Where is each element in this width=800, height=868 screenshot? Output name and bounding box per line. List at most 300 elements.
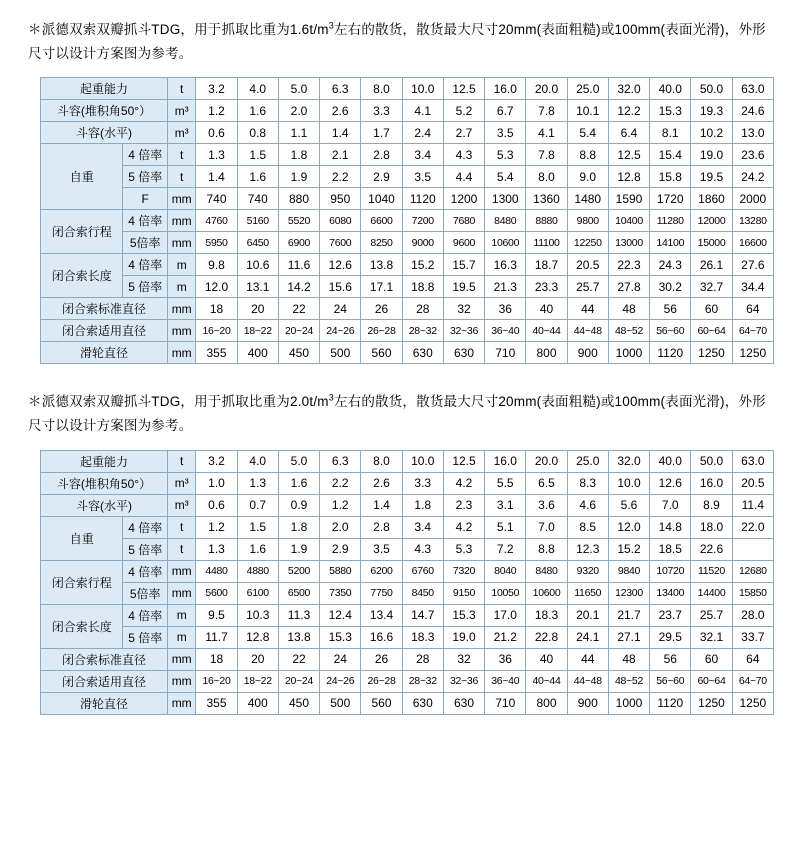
table-cell: 1.8 [278,144,319,166]
table-cell: 10.1 [567,100,608,122]
table-cell: 11280 [650,210,691,232]
table-cell: 7.8 [526,144,567,166]
row-unit: mm [168,582,196,604]
table-cell: 18~22 [237,320,278,342]
table-cell: 12.8 [608,166,649,188]
table-row [41,276,774,298]
table-cell: 8250 [361,232,402,254]
table-cell: 32.7 [691,276,732,298]
table-cell: 2.8 [361,144,402,166]
table-cell: 23.7 [650,604,691,626]
table-cell: 24 [320,298,361,320]
table-cell: 0.6 [196,122,237,144]
table-cell: 1.6 [237,166,278,188]
table-cell: 19.5 [443,276,484,298]
table-cell: 9150 [443,582,484,604]
table-cell: 5.2 [443,100,484,122]
table-cell: 9.0 [567,166,608,188]
table-cell: 2.6 [320,100,361,122]
table-cell: 13.1 [237,276,278,298]
row-unit: mm [168,560,196,582]
table-cell: 40~44 [526,670,567,692]
table-cell: 19.0 [691,144,732,166]
table-cell: 10720 [650,560,691,582]
table-cell: 560 [361,692,402,714]
row-unit: t [168,450,196,472]
table-cell: 18.8 [402,276,443,298]
spec-section-2 [26,390,774,714]
table-cell: 450 [278,342,319,364]
table-cell: 7320 [443,560,484,582]
table-cell: 24.1 [567,626,608,648]
row-label: 闭合索适用直径 [41,320,168,342]
table-cell: 1.8 [402,494,443,516]
table-cell: 500 [320,692,361,714]
table-cell: 355 [196,342,237,364]
table-cell: 1.3 [196,144,237,166]
row-sublabel: 4 倍率 [123,560,168,582]
row-unit: mm [168,188,196,210]
table-cell: 50.0 [691,450,732,472]
table-cell: 12250 [567,232,608,254]
table-cell: 2.9 [361,166,402,188]
table-cell: 10.0 [608,472,649,494]
table-cell: 5160 [237,210,278,232]
table-cell: 7.0 [650,494,691,516]
table-cell: 23.6 [732,144,773,166]
table-cell: 1000 [608,342,649,364]
table-cell: 5.0 [278,78,319,100]
table-cell: 880 [278,188,319,210]
table-cell: 11.3 [278,604,319,626]
table-cell: 14100 [650,232,691,254]
table-cell: 12.3 [567,538,608,560]
intro-prefix: ＊派德双索双瓣抓斗TDG，用于抓取比重为1.6t/m [28,22,329,37]
table-cell: 20.0 [526,450,567,472]
table-cell: 6450 [237,232,278,254]
table-cell: 11520 [691,560,732,582]
spec-table-body-2 [41,450,774,714]
table-cell: 7200 [402,210,443,232]
table-cell: 15.3 [320,626,361,648]
table-cell: 16.6 [361,626,402,648]
table-cell: 13.0 [732,122,773,144]
table-cell: 5.6 [608,494,649,516]
table-cell: 60 [691,298,732,320]
table-cell: 28 [402,298,443,320]
row-unit: mm [168,670,196,692]
table-cell: 1360 [526,188,567,210]
table-cell: 2.9 [320,538,361,560]
table-cell: 48 [608,648,649,670]
table-cell: 44~48 [567,670,608,692]
table-cell: 14.7 [402,604,443,626]
table-cell: 15.4 [650,144,691,166]
table-cell: 64 [732,648,773,670]
table-cell: 7.2 [485,538,526,560]
table-row [41,166,774,188]
table-cell: 15.8 [650,166,691,188]
table-cell: 44~48 [567,320,608,342]
table-cell: 4880 [237,560,278,582]
table-cell: 21.2 [485,626,526,648]
table-cell: 12.0 [196,276,237,298]
table-cell: 9.5 [196,604,237,626]
table-cell: 28~32 [402,320,443,342]
table-cell: 60~64 [691,670,732,692]
row-unit: m³ [168,494,196,516]
table-cell: 22.0 [732,516,773,538]
table-cell: 18.3 [402,626,443,648]
row-unit: m [168,604,196,626]
table-cell: 22 [278,648,319,670]
table-cell: 6200 [361,560,402,582]
table-cell: 6080 [320,210,361,232]
table-cell: 1.4 [320,122,361,144]
table-cell: 24.6 [732,100,773,122]
table-cell: 56 [650,648,691,670]
table-cell: 1200 [443,188,484,210]
table-cell: 15.7 [443,254,484,276]
table-cell: 3.5 [485,122,526,144]
table-cell: 17.0 [485,604,526,626]
table-cell: 2.2 [320,166,361,188]
table-cell: 3.4 [402,144,443,166]
table-cell: 40.0 [650,78,691,100]
table-cell: 56~60 [650,670,691,692]
row-label: 斗容(水平) [41,494,168,516]
table-cell: 11.6 [278,254,319,276]
table-cell: 1860 [691,188,732,210]
table-cell: 6500 [278,582,319,604]
table-cell: 5880 [320,560,361,582]
table-cell: 13400 [650,582,691,604]
spec-table-body-1 [41,78,774,364]
table-cell: 36 [485,648,526,670]
table-cell: 630 [402,342,443,364]
table-cell: 1.6 [237,100,278,122]
table-cell: 1.4 [196,166,237,188]
table-cell: 4760 [196,210,237,232]
row-unit: m [168,254,196,276]
table-cell: 26~28 [361,320,402,342]
table-cell: 11100 [526,232,567,254]
table-cell: 4.1 [526,122,567,144]
table-cell: 13.4 [361,604,402,626]
table-cell: 48~52 [608,670,649,692]
table-cell: 6600 [361,210,402,232]
table-row [41,320,774,342]
table-cell: 22 [278,298,319,320]
table-row [41,560,774,582]
table-cell: 32~36 [443,670,484,692]
table-cell: 800 [526,692,567,714]
table-cell: 1.1 [278,122,319,144]
table-cell: 900 [567,342,608,364]
table-cell: 4.6 [567,494,608,516]
table-cell: 26 [361,648,402,670]
table-cell: 23.3 [526,276,567,298]
table-cell: 6.3 [320,450,361,472]
table-row [41,626,774,648]
table-cell: 7.0 [526,516,567,538]
table-cell: 48~52 [608,320,649,342]
table-cell: 19.5 [691,166,732,188]
table-cell: 0.9 [278,494,319,516]
spec-table-2 [40,450,774,715]
table-cell: 20.5 [567,254,608,276]
row-label: 斗容(堆积角50°） [41,100,168,122]
table-row [41,494,774,516]
table-cell: 16.3 [485,254,526,276]
table-cell: 18 [196,298,237,320]
table-cell: 36~40 [485,320,526,342]
table-cell: 10600 [485,232,526,254]
table-cell: 32.1 [691,626,732,648]
table-cell: 33.7 [732,626,773,648]
row-sublabel: F [123,188,168,210]
table-cell: 1120 [402,188,443,210]
table-cell: 1.3 [196,538,237,560]
table-cell: 1.4 [361,494,402,516]
table-cell: 6.3 [320,78,361,100]
row-unit: mm [168,342,196,364]
table-cell: 12.5 [443,450,484,472]
table-cell: 14.2 [278,276,319,298]
table-cell: 12.4 [320,604,361,626]
table-cell: 63.0 [732,450,773,472]
table-cell: 5600 [196,582,237,604]
table-cell: 6900 [278,232,319,254]
table-cell: 400 [237,342,278,364]
table-cell: 4.1 [402,100,443,122]
row-unit: mm [168,692,196,714]
spec-table-1 [40,77,774,364]
row-label: 闭合索长度 [41,254,123,298]
table-cell: 19.0 [443,626,484,648]
table-cell: 15850 [732,582,773,604]
table-cell: 12.6 [650,472,691,494]
table-cell: 1300 [485,188,526,210]
row-unit: t [168,516,196,538]
table-cell: 24 [320,648,361,670]
table-cell: 6100 [237,582,278,604]
table-cell: 1.8 [278,516,319,538]
table-cell: 60 [691,648,732,670]
table-cell: 1.2 [196,516,237,538]
table-row [41,582,774,604]
table-cell: 60~64 [691,320,732,342]
table-cell: 560 [361,342,402,364]
table-cell: 4.3 [402,538,443,560]
table-cell: 5950 [196,232,237,254]
table-cell: 5.3 [485,144,526,166]
table-cell: 13000 [608,232,649,254]
table-cell: 25.7 [691,604,732,626]
table-cell: 22.6 [691,538,732,560]
table-cell: 5.1 [485,516,526,538]
table-cell: 10600 [526,582,567,604]
table-cell: 18~22 [237,670,278,692]
table-row [41,516,774,538]
table-row [41,210,774,232]
row-label: 滑轮直径 [41,692,168,714]
row-label: 自重 [41,516,123,560]
table-cell: 9840 [608,560,649,582]
row-label: 斗容(水平) [41,122,168,144]
table-cell: 1120 [650,692,691,714]
table-cell: 18.3 [526,604,567,626]
table-cell: 24.2 [732,166,773,188]
table-cell: 15.6 [320,276,361,298]
table-cell: 2.0 [320,516,361,538]
row-label: 滑轮直径 [41,342,168,364]
table-cell: 40 [526,648,567,670]
row-sublabel: 5 倍率 [123,166,168,188]
table-cell: 2.3 [443,494,484,516]
table-cell: 1040 [361,188,402,210]
table-cell: 28~32 [402,670,443,692]
table-cell: 0.8 [237,122,278,144]
table-cell: 26~28 [361,670,402,692]
table-cell: 20~24 [278,670,319,692]
table-cell: 34.4 [732,276,773,298]
table-cell: 40 [526,298,567,320]
row-unit: mm [168,648,196,670]
table-cell: 1120 [650,342,691,364]
table-cell: 26.1 [691,254,732,276]
table-cell: 12.8 [237,626,278,648]
row-label: 起重能力 [41,450,168,472]
table-cell: 7.8 [526,100,567,122]
row-label: 闭合索长度 [41,604,123,648]
table-cell: 10.6 [237,254,278,276]
table-cell: 1.9 [278,538,319,560]
intro-paragraph-1 [28,18,774,65]
table-cell: 3.2 [196,78,237,100]
table-cell: 22.3 [608,254,649,276]
table-cell: 5.3 [443,538,484,560]
table-cell: 12000 [691,210,732,232]
table-cell: 29.5 [650,626,691,648]
table-cell: 8.0 [361,450,402,472]
table-cell: 25.7 [567,276,608,298]
intro-superscript: 3 [328,20,334,31]
table-cell: 8.1 [650,122,691,144]
table-cell: 40~44 [526,320,567,342]
table-row [41,472,774,494]
table-cell: 5.0 [278,450,319,472]
table-cell: 16.0 [691,472,732,494]
table-row [41,298,774,320]
table-cell: 16~20 [196,670,237,692]
table-cell: 56 [650,298,691,320]
row-unit: mm [168,298,196,320]
table-cell: 5.4 [485,166,526,188]
table-cell: 0.6 [196,494,237,516]
table-cell: 13.8 [361,254,402,276]
table-cell: 3.6 [526,494,567,516]
table-cell: 24.3 [650,254,691,276]
table-cell: 2.1 [320,144,361,166]
row-sublabel: 4 倍率 [123,516,168,538]
table-cell: 17.1 [361,276,402,298]
intro-superscript: 3 [328,392,334,403]
table-cell: 15.2 [608,538,649,560]
table-cell: 12.2 [608,100,649,122]
table-cell: 32.0 [608,450,649,472]
table-cell: 20~24 [278,320,319,342]
table-cell: 13.8 [278,626,319,648]
table-cell: 950 [320,188,361,210]
table-cell: 40.0 [650,450,691,472]
table-cell: 6.5 [526,472,567,494]
row-sublabel: 5 倍率 [123,626,168,648]
table-cell: 10050 [485,582,526,604]
table-row [41,144,774,166]
table-cell: 1.3 [237,472,278,494]
table-cell: 5200 [278,560,319,582]
table-cell: 12.5 [608,144,649,166]
table-cell: 10400 [608,210,649,232]
table-cell: 8.8 [526,538,567,560]
table-cell: 1720 [650,188,691,210]
table-cell: 18.7 [526,254,567,276]
table-row [41,538,774,560]
table-cell: 8480 [526,560,567,582]
table-row [41,78,774,100]
table-cell: 27.6 [732,254,773,276]
table-cell: 1250 [732,692,773,714]
table-cell: 15.3 [650,100,691,122]
table-cell: 740 [237,188,278,210]
table-cell: 22.8 [526,626,567,648]
table-cell: 32~36 [443,320,484,342]
table-cell: 8450 [402,582,443,604]
table-cell: 3.3 [361,100,402,122]
intro-paragraph-2 [28,390,774,437]
table-cell: 9.8 [196,254,237,276]
table-cell: 3.2 [196,450,237,472]
row-label: 闭合索标准直径 [41,298,168,320]
table-cell: 4.3 [443,144,484,166]
table-cell: 450 [278,692,319,714]
table-cell: 32.0 [608,78,649,100]
row-label: 起重能力 [41,78,168,100]
table-cell: 8.3 [567,472,608,494]
table-cell: 16.0 [485,78,526,100]
row-unit: t [168,166,196,188]
table-cell: 4.4 [443,166,484,188]
row-unit: mm [168,210,196,232]
table-cell: 8040 [485,560,526,582]
table-cell: 5520 [278,210,319,232]
table-cell: 63.0 [732,78,773,100]
row-label: 闭合索行程 [41,210,123,254]
table-cell: 12.0 [608,516,649,538]
row-label: 闭合索标准直径 [41,648,168,670]
table-cell: 18.5 [650,538,691,560]
table-cell: 5.4 [567,122,608,144]
table-cell: 13280 [732,210,773,232]
table-cell: 2.0 [278,100,319,122]
table-cell: 14400 [691,582,732,604]
table-cell: 630 [443,342,484,364]
table-cell: 2.7 [443,122,484,144]
table-cell: 20.0 [526,78,567,100]
table-cell: 21.7 [608,604,649,626]
row-unit: t [168,78,196,100]
